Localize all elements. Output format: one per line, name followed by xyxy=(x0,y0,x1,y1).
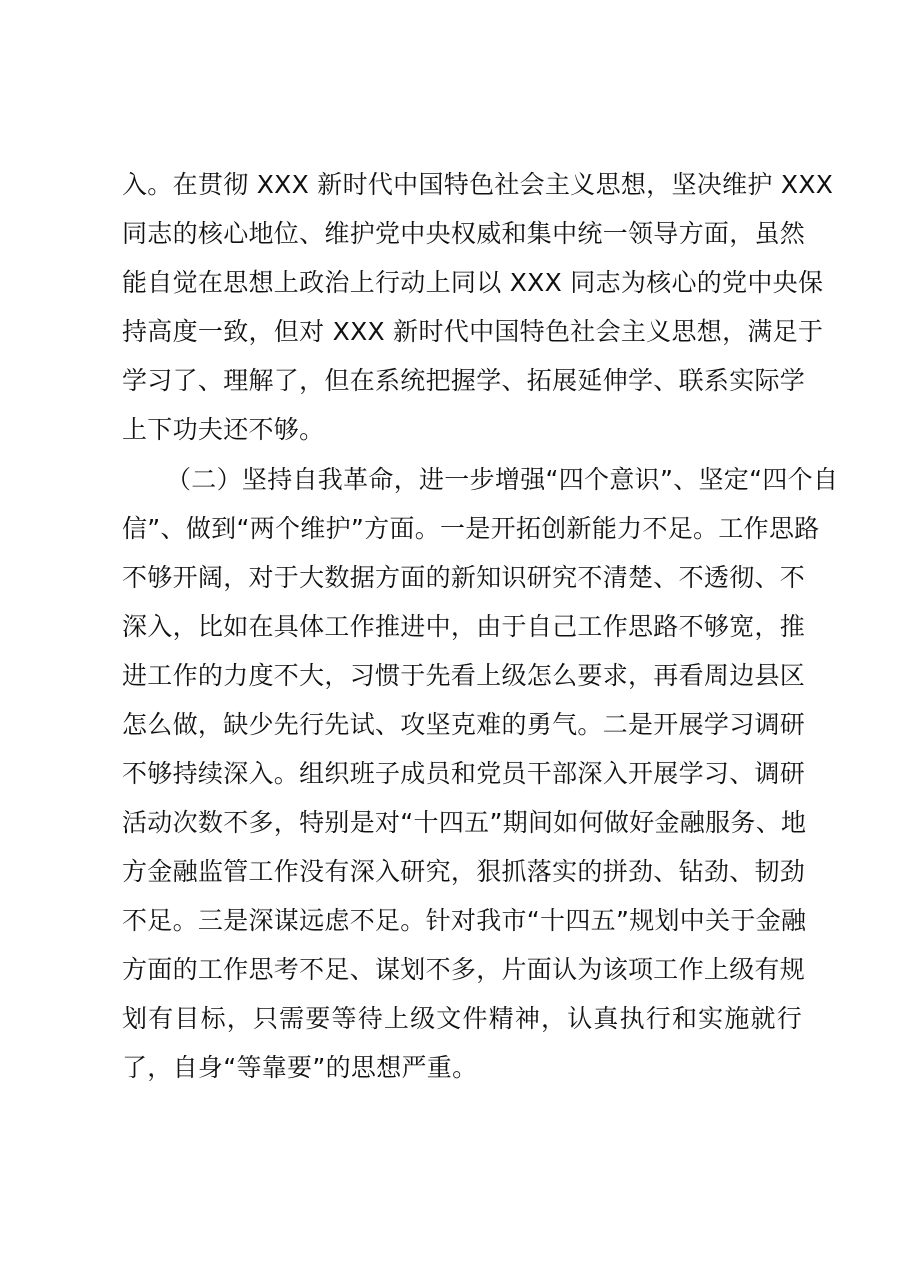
text-line: 学习了、理解了，但在系统把握学、拓展延伸学、联系实际学 xyxy=(122,366,806,395)
text-line: 不足。三是深谋远虑不足。针对我市“十四五”规划中关于金融 xyxy=(122,906,807,935)
text-line: 同志的核心地位、维护党中央权威和集中统一领导方面，虽然 xyxy=(122,219,806,248)
text-line: 信”、做到“两个维护”方面。一是开拓创新能力不足。工作思路 xyxy=(122,514,820,543)
text-line: 上下功夫还不够。 xyxy=(122,415,325,444)
text-line: 不够持续深入。组织班子成员和党员干部深入开展学习、调研 xyxy=(122,759,806,788)
text-line: 不够开阔，对于大数据方面的新知识研究不清楚、不透彻、不 xyxy=(122,563,806,592)
text-line: 能自觉在思想上政治上行动上同以 XXX 同志为核心的党中央保 xyxy=(122,268,824,297)
text-line: 划有目标，只需要等待上级文件精神，认真执行和实施就行 xyxy=(122,1004,802,1033)
text-line: 进工作的力度不大，习惯于先看上级怎么要求，再看周边县区 xyxy=(122,661,806,690)
text-line: 活动次数不多，特别是对“十四五”期间如何做好金融服务、地 xyxy=(122,808,807,837)
text-line: 怎么做，缺少先行先试、攻坚克难的勇气。二是开展学习调研 xyxy=(122,710,806,739)
text-line: 入。在贯彻 XXX 新时代中国特色社会主义思想，坚决维护 XXX xyxy=(122,170,834,199)
text-line: 方面的工作思考不足、谋划不多，片面认为该项工作上级有规 xyxy=(122,955,806,984)
text-line: 持高度一致，但对 XXX 新时代中国特色社会主义思想，满足于 xyxy=(122,317,824,346)
text-line: （二）坚持自我革命，进一步增强“四个意识”、坚定“四个自 xyxy=(166,465,839,494)
text-line: 了，自身“等靠要”的思想严重。 xyxy=(122,1053,478,1082)
text-line: 方金融监管工作没有深入研究，狠抓落实的拼劲、钻劲、韧劲 xyxy=(122,857,806,886)
text-line: 深入，比如在具体工作推进中，由于自己工作思路不够宽，推 xyxy=(122,612,806,641)
